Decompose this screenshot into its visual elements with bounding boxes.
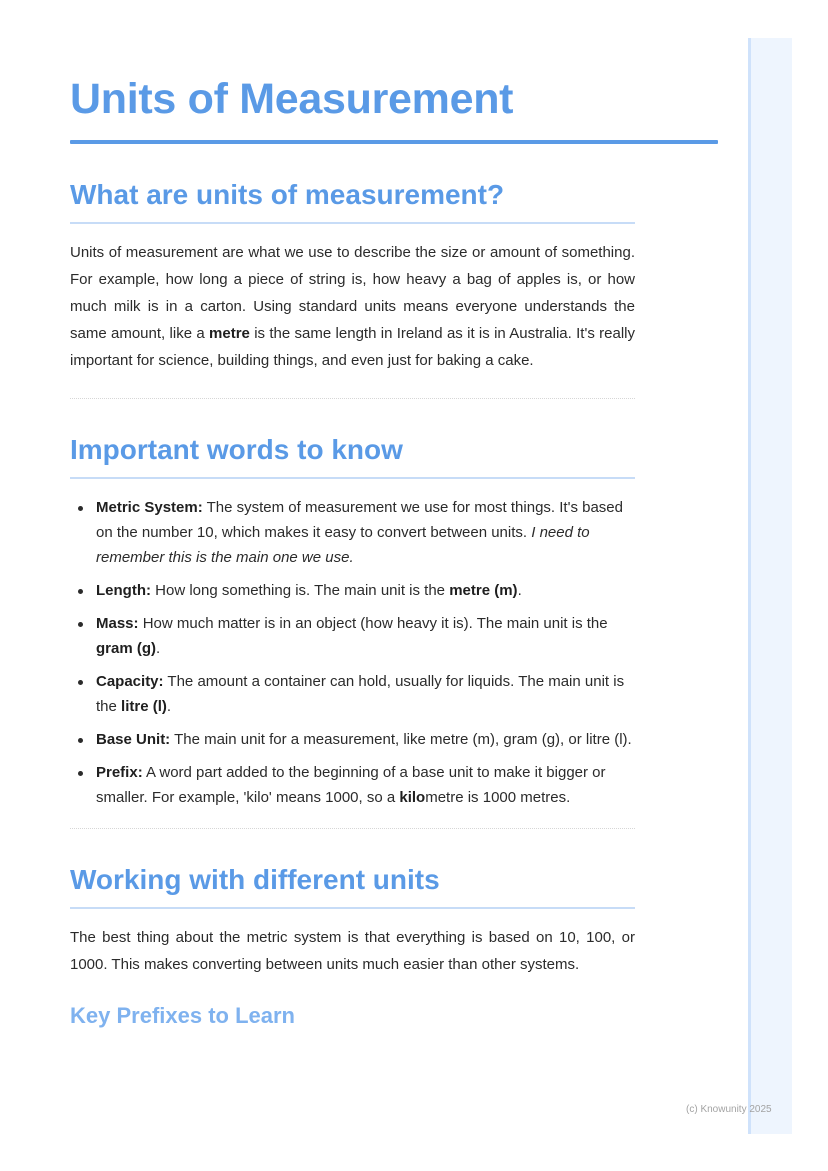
list-item-length — [70, 578, 635, 603]
section-important-words — [70, 433, 635, 829]
section-what-are-units — [70, 178, 635, 399]
bullet-icon — [78, 622, 83, 627]
term-name: Capacity: — [96, 673, 164, 690]
term-list — [70, 495, 635, 810]
term-text: The main unit for a measurement, like metre (m), gram (g), or litre (l). — [170, 731, 632, 748]
term-name: Prefix: — [96, 764, 143, 781]
bullet-icon — [78, 771, 83, 776]
section-heading: Important words to know — [70, 434, 403, 465]
list-item-prefix — [70, 760, 635, 810]
bullet-icon — [78, 589, 83, 594]
term-end: . — [156, 640, 161, 657]
section-heading: Working with different units — [70, 864, 440, 895]
term-text: A word part added to the beginning of a base unit to make it bigger or smaller. For example, 'kilo' means 1000, so a — [96, 764, 606, 806]
term-text: The system of measurement we use for most things. It's based on the number 10, which makes it easy to convert between units. — [96, 499, 623, 541]
term-unit: metre (m) — [449, 582, 518, 599]
section-underline — [70, 222, 635, 224]
document-content — [70, 74, 635, 1030]
term-end: . — [517, 582, 522, 599]
bullet-icon — [78, 738, 83, 743]
term-name: Length: — [96, 582, 151, 599]
term-name: Metric System: — [96, 499, 203, 516]
term-name: Mass: — [96, 615, 139, 632]
term-text: The amount a container can hold, usually for liquids. The main unit is the — [96, 673, 625, 715]
list-item-capacity — [70, 669, 635, 719]
section-underline — [70, 477, 635, 479]
term-text: How long something is. The main unit is the — [150, 582, 450, 599]
term-end: metre is 1000 metres. — [425, 789, 571, 806]
section-divider — [70, 828, 635, 829]
term-text: How much matter is in an object (how heavy it is). The main unit is the — [138, 615, 608, 632]
paragraph-text: Units of measurement are what we use to describe the size or amount of something. For example, how long a piece of string is, how heavy a bag of apples is, or how much milk is in a carton. Using standard units means everyone understands the same amount, like a — [70, 244, 635, 342]
term-note: I need to remember this is the main one we use. — [96, 524, 590, 566]
list-item-metric-system — [70, 495, 635, 570]
title-underline — [70, 140, 718, 144]
section-underline — [70, 907, 635, 909]
term-unit: gram (g) — [96, 640, 156, 657]
list-item-mass — [70, 611, 635, 661]
term-unit: kilo — [399, 789, 426, 806]
bullet-icon — [78, 506, 83, 511]
subsection-heading: Key Prefixes to Learn — [70, 1003, 295, 1028]
term-unit: litre (l) — [121, 698, 167, 715]
list-item-base-unit — [70, 727, 635, 752]
paragraph-bold-term: metre — [209, 325, 250, 342]
term-name: Base Unit: — [96, 731, 171, 748]
paragraph-text: is the same length in Ireland as it is in Australia. It's really important for science, building things, and even just for baking a cake. — [70, 325, 635, 369]
section-paragraph — [70, 239, 635, 374]
section-working-with-units — [70, 863, 635, 1030]
side-panel — [748, 38, 792, 1134]
document-title: Units of Measurement — [70, 75, 514, 123]
section-paragraph: The best thing about the metric system is that everything is based on 10, 100, or 1000. This makes converting between units much easier than other systems. — [70, 929, 635, 973]
section-divider — [70, 398, 635, 399]
section-heading: What are units of measurement? — [70, 179, 505, 210]
bullet-icon — [78, 680, 83, 685]
term-end: . — [166, 698, 172, 715]
footer-copyright: (c) Knowunity 2025 — [686, 1104, 772, 1115]
